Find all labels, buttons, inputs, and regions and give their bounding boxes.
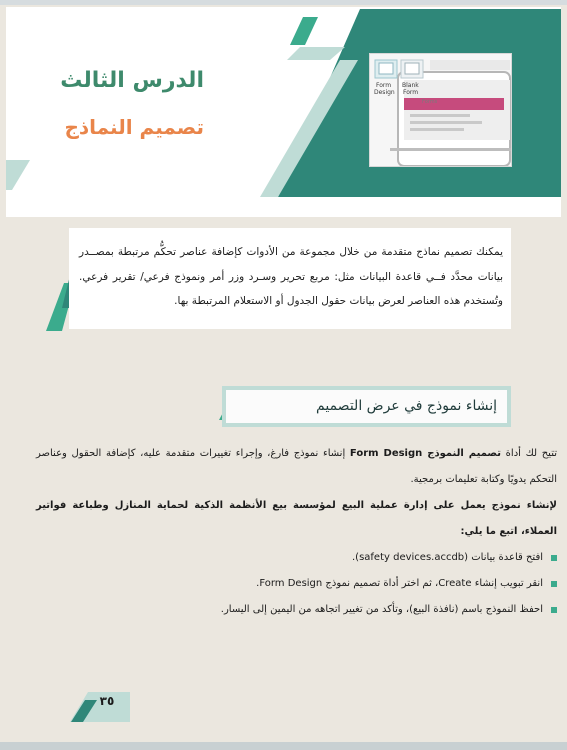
intro-text: يمكنك تصميم نماذج متقدمة من خلال مجموعة من الأدوات كإضافة عناصر تحكُّم مرتبطة بمصــدر بيانات محدَّد فــي قاعدة البيانات مثل: مربع تحرير وسـرد وزر أمر ونموذج فرعي/ تقرير فرعي. وتُستخدم هذه العناصر لعرض بيانات حقول الجدول أو الاستعلام المرتبطة بها. bbox=[79, 246, 503, 307]
svg-text:Blank: Blank bbox=[402, 82, 419, 89]
access-forms-photo bbox=[369, 53, 512, 167]
lesson-label: الدرس الثالث bbox=[60, 68, 204, 93]
body-paragraph-2: لإنشاء نموذج يعمل على إدارة عملية البيع لمؤسسة بيع الأنظمة الذكية لحماية المنازل وطباعة فواتير العملاء، اتبع ما يلي: bbox=[36, 500, 557, 537]
bullet-icon bbox=[551, 607, 557, 613]
lesson-title: تصميم النماذج bbox=[64, 115, 204, 139]
steps-list bbox=[36, 545, 557, 623]
header-small-stripe-2 bbox=[287, 47, 345, 60]
body-paragraph-1-start: تتيح لك أداة bbox=[501, 448, 557, 459]
step-item bbox=[36, 597, 557, 623]
bullet-icon bbox=[551, 581, 557, 587]
step-text: احفظ النموذج باسم (نافذة البيع)، وتأكد من تغيير اتجاهه من اليمين إلى اليسار. bbox=[220, 604, 543, 615]
forms-ribbon-illustration bbox=[370, 54, 511, 166]
header-small-stripe-1 bbox=[290, 17, 318, 45]
section-title-box bbox=[222, 386, 511, 427]
body-paragraph-1-end: إنشاء نموذج فارغ، وإجراء تغييرات متقدمة عليه، كإضافة الحقول وعناصر التحكم يدويًا وكتابة تعليمات برمجية. bbox=[36, 448, 557, 485]
svg-text:Form: Form bbox=[403, 89, 419, 96]
header-left-wedge bbox=[6, 160, 30, 190]
bullet-icon bbox=[551, 555, 557, 561]
svg-text:Form: Form bbox=[376, 82, 392, 89]
body-paragraph-1 bbox=[36, 441, 557, 493]
svg-text:Forms: Forms bbox=[422, 99, 438, 105]
lesson-body bbox=[36, 441, 557, 623]
step-text: افتح قاعدة بيانات (safety devices.accdb). bbox=[351, 552, 543, 563]
form-design-term: تصميم النموذج Form Design bbox=[349, 448, 502, 459]
section-title: إنشاء نموذج في عرض التصميم bbox=[316, 398, 497, 414]
step-item bbox=[36, 545, 557, 571]
intro-box bbox=[69, 228, 511, 329]
svg-text:Design: Design bbox=[374, 89, 395, 96]
step-item bbox=[36, 571, 557, 597]
bottom-border bbox=[0, 742, 567, 750]
page-number: ٣٥ bbox=[99, 694, 115, 708]
step-text: انقر تبويب إنشاء Create، ثم اختر أداة تصميم نموذج Form Design. bbox=[256, 578, 543, 589]
